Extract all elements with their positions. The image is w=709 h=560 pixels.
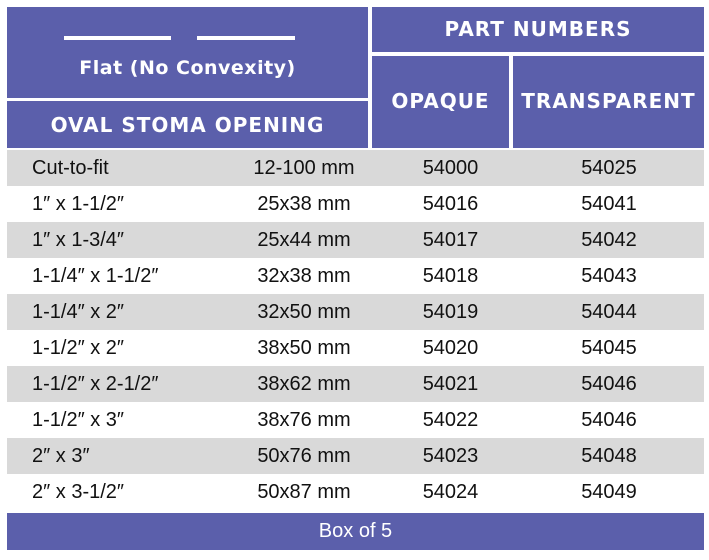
mm-cell: 25x38 mm xyxy=(257,193,351,215)
size-cell: 1″ x 1-3/4″ xyxy=(32,229,124,251)
opaque-part-cell: 54016 xyxy=(422,193,479,215)
opaque-part-cell: 54017 xyxy=(422,229,479,251)
opaque-part-cell: 54018 xyxy=(422,265,479,287)
transparent-part-cell: 54048 xyxy=(581,445,637,467)
transparent-part-cell: 54046 xyxy=(581,409,637,431)
part-numbers-label: PART NUMBERS xyxy=(444,17,632,41)
transparent-part-cell: 54043 xyxy=(581,265,637,287)
opaque-part-cell: 54019 xyxy=(422,301,479,323)
opaque-part-cell: 54021 xyxy=(422,373,479,395)
opaque-part-cell: 54024 xyxy=(422,481,479,503)
transparent-part-cell: 54042 xyxy=(581,229,637,251)
table-row xyxy=(7,150,704,186)
mm-cell: 50x87 mm xyxy=(257,481,351,503)
decorative-line-right xyxy=(197,36,295,40)
size-cell: 1-1/2″ x 2″ xyxy=(32,337,124,359)
mm-cell: 38x50 mm xyxy=(257,337,351,359)
table-row xyxy=(7,402,704,438)
size-cell: 1-1/2″ x 2-1/2″ xyxy=(32,373,159,395)
table-row xyxy=(7,330,704,366)
table-row xyxy=(7,366,704,402)
mm-cell: 25x44 mm xyxy=(257,229,351,251)
opaque-label: OPAQUE xyxy=(391,89,490,113)
size-cell: 1-1/2″ x 3″ xyxy=(32,409,124,431)
decorative-line-left xyxy=(64,36,171,40)
table-row xyxy=(7,186,704,222)
mm-cell: 32x38 mm xyxy=(257,265,351,287)
opaque-part-cell: 54023 xyxy=(422,445,479,467)
opening-type-block xyxy=(7,101,368,148)
transparent-column-header xyxy=(513,56,704,148)
transparent-part-cell: 54044 xyxy=(581,301,637,323)
transparent-part-cell: 54049 xyxy=(581,481,637,503)
size-cell: 1-1/4″ x 2″ xyxy=(32,301,124,323)
mm-cell: 32x50 mm xyxy=(257,301,351,323)
table-row xyxy=(7,438,704,474)
product-title-block xyxy=(7,7,368,98)
transparent-part-cell: 54046 xyxy=(581,373,637,395)
size-cell: 1-1/4″ x 1-1/2″ xyxy=(32,265,159,287)
opening-type-label: OVAL STOMA OPENING xyxy=(50,113,325,137)
opaque-part-cell: 54000 xyxy=(422,157,479,179)
transparent-part-cell: 54045 xyxy=(581,337,637,359)
table-row xyxy=(7,294,704,330)
mm-cell: 38x62 mm xyxy=(257,373,351,395)
product-title: Flat (No Convexity) xyxy=(79,57,296,79)
opaque-column-header xyxy=(372,56,509,148)
part-numbers-header xyxy=(372,7,704,52)
table-row xyxy=(7,258,704,294)
size-cell: 2″ x 3-1/2″ xyxy=(32,481,124,503)
size-cell: 1″ x 1-1/2″ xyxy=(32,193,124,215)
transparent-label: TRANSPARENT xyxy=(521,89,696,113)
transparent-part-cell: 54025 xyxy=(581,157,637,179)
mm-cell: 38x76 mm xyxy=(257,409,351,431)
transparent-part-cell: 54041 xyxy=(581,193,637,215)
opaque-part-cell: 54020 xyxy=(422,337,479,359)
box-quantity-footer: Box of 5 xyxy=(7,513,704,550)
mm-cell: 12-100 mm xyxy=(253,157,355,179)
table-row xyxy=(7,474,704,510)
mm-cell: 50x76 mm xyxy=(257,445,351,467)
size-cell: 2″ x 3″ xyxy=(32,445,90,467)
table-row xyxy=(7,222,704,258)
opaque-part-cell: 54022 xyxy=(422,409,479,431)
size-cell: Cut-to-fit xyxy=(32,157,109,179)
